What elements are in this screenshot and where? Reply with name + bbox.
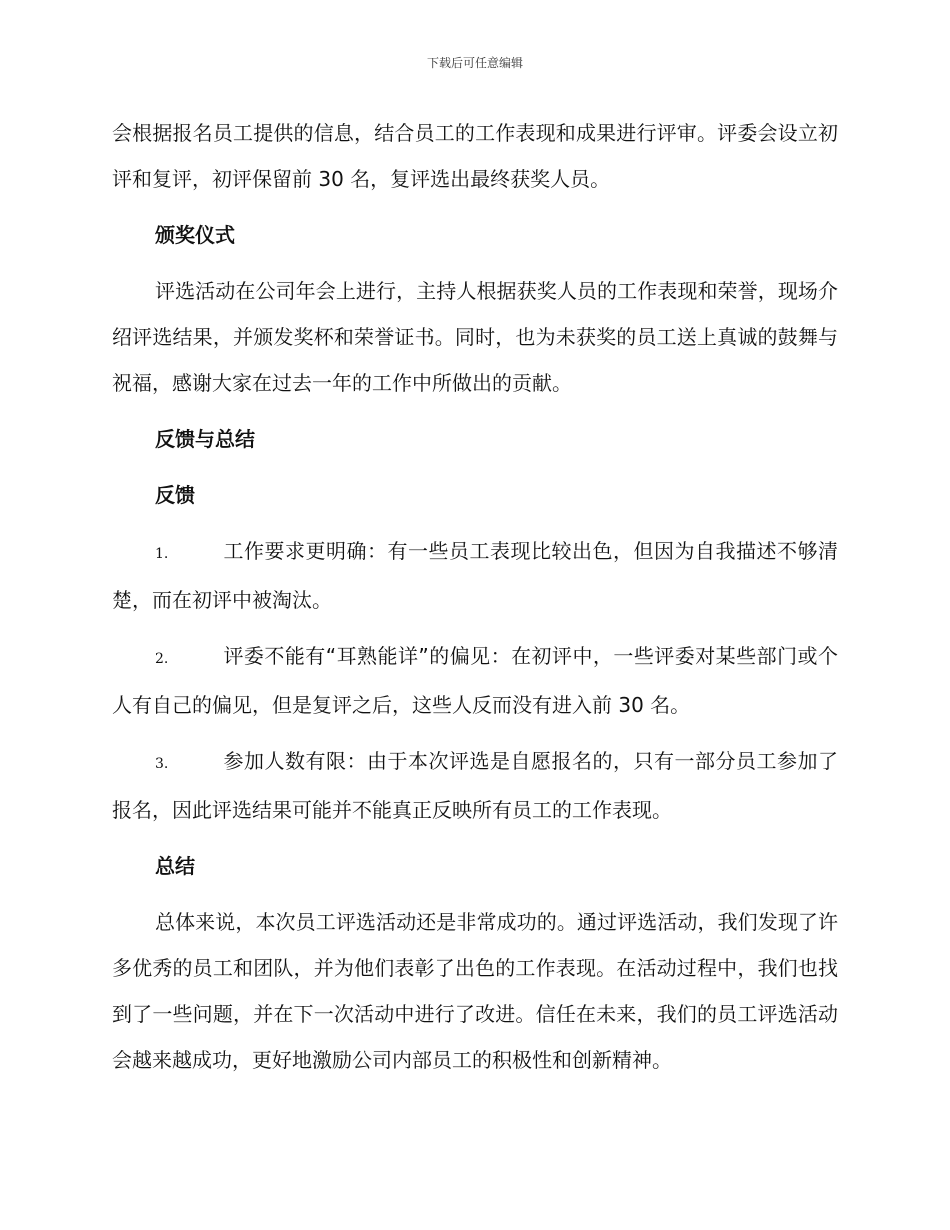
list-number: 2. — [155, 651, 169, 667]
award-ceremony-heading: 颁奖仪式 — [155, 223, 235, 247]
feedback-item — [112, 633, 838, 728]
feedback-item — [112, 738, 838, 833]
award-ceremony-paragraph: 评选活动在公司年会上进行，主持人根据获奖人员的工作表现和荣誉，现场介绍评选结果，并颁发奖杯和荣誉证书。同时，也为未获奖的员工送上真诚的鼓舞与祝福，感谢大家在过去一年的工作中所做出的贡献。 — [112, 279, 838, 395]
list-item-text: 参加人数有限：由于本次评选是自愿报名的，只有一部分员工参加了报名，因此评选结果可能并不能真正反映所有员工的工作表现。 — [112, 749, 838, 822]
feedback-item — [112, 528, 838, 623]
intro-paragraph: 会根据报名员工提供的信息，结合员工的工作表现和成果进行评审。评委会设立初评和复评，初评保留前 30 名，复评选出最终获奖人员。 — [112, 121, 838, 191]
list-number: 3. — [155, 756, 169, 772]
list-item-text: 工作要求更明确：有一些员工表现比较出色，但因为自我描述不够清楚，而在初评中被淘汰。 — [112, 539, 838, 612]
list-number: 1. — [155, 546, 169, 562]
header-note: 下载后可任意编辑 — [426, 56, 523, 70]
summary-heading: 总结 — [155, 854, 195, 878]
feedback-summary-heading: 反馈与总结 — [155, 427, 255, 451]
feedback-heading: 反馈 — [155, 483, 195, 507]
summary-paragraph: 总体来说，本次员工评选活动还是非常成功的。通过评选活动，我们发现了许多优秀的员工和团队，并为他们表彰了出色的工作表现。在活动过程中，我们也找到了一些问题，并在下一次活动中进行了改进。信任在未来，我们的员工评选活动会越来越成功，更好地激励公司内部员工的积极性和创新精神。 — [112, 910, 838, 1072]
document-body — [112, 110, 838, 1093]
list-item-text: 评委不能有“耳熟能详”的偏见：在初评中，一些评委对某些部门或个人有自己的偏见，但是复评之后，这些人反而没有进入前 30 名。 — [112, 644, 838, 717]
